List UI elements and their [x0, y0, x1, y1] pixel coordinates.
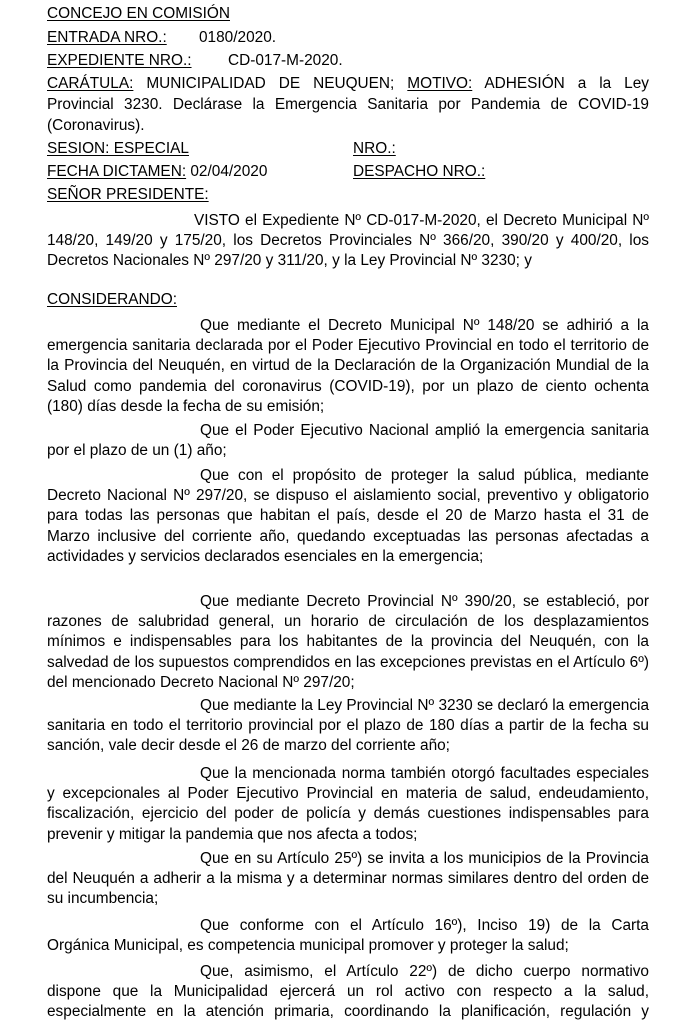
caratula-value: MUNICIPALIDAD DE NEUQUEN;	[146, 75, 395, 92]
considerando-paragraph: Que la mencionada norma también otorgó facultades especiales y excepcionales al Poder Ejecutivo Provincial en materia de salud, endeudamiento, fiscalización, ejercicio del poder de policía y demás cuestiones indispensables para prevenir y mitigar la pandemia que nos afecta a todos;	[47, 765, 649, 843]
entrada-value: 0180/2020.	[199, 29, 277, 46]
considerando-paragraph: Que mediante el Decreto Municipal Nº 148/20 se adhirió a la emergencia sanitaria declarada por el Poder Ejecutivo Provincial en todo el territorio de la Provincia del Neuquén, en virtud de la Declaración de la Organización Mundial de la Salud como pandemia del coronavirus (COVID-19), por un plazo de ciento ochenta (180) días desde la fecha de su emisión;	[47, 317, 649, 415]
considerando-paragraph: Que, asimismo, el Artículo 22º) de dicho cuerpo normativo dispone que la Municipalidad ejercerá un rol activo con respecto a la salud, especialmente en la atención primaria, coordinando la planificación, regulación y	[47, 963, 649, 1021]
considerando-paragraph: Que el Poder Ejecutivo Nacional amplió la emergencia sanitaria por el plazo de un (1) año;	[47, 422, 649, 460]
considerando-paragraph: Que conforme con el Artículo 16º), Inciso 19) de la Carta Orgánica Municipal, es competencia municipal promover y proteger la salud;	[47, 917, 649, 955]
senor-presidente: SEÑOR PRESIDENTE:	[47, 186, 209, 203]
entrada-row	[47, 28, 649, 47]
motivo-line2: Provincial 3230. Declárase la Emergencia Sanitaria por Pandemia de COVID-19	[47, 96, 649, 113]
considerando-heading: CONSIDERANDO:	[47, 291, 177, 308]
visto-paragraph: VISTO el Expediente Nº CD-017-M-2020, el Decreto Municipal Nº 148/20, 149/20 y 175/20, los Decretos Provinciales Nº 366/20, 390/20 y 400/20, los Decretos Nacionales Nº 297/20 y 311/20, y la Ley Provincial Nº 3230; y	[47, 212, 649, 270]
motivo-line3: (Coronavirus).	[47, 117, 145, 134]
caratula-label: CARÁTULA:	[47, 75, 134, 92]
expediente-row	[47, 51, 649, 70]
expediente-value: CD-017-M-2020.	[228, 52, 343, 69]
nro-label: NRO.:	[353, 140, 396, 157]
despacho-label: DESPACHO NRO.:	[353, 163, 486, 180]
considerando-paragraph: Que en su Artículo 25º) se invita a los municipios de la Provincia del Neuquén a adherir a la misma y a determinar normas similares dentro del orden de su incumbencia;	[47, 850, 649, 908]
motivo-label: MOTIVO:	[407, 75, 473, 92]
fecha-label: FECHA DICTAMEN:	[47, 163, 187, 180]
sesion-row	[47, 139, 649, 158]
considerando-paragraph: Que con el propósito de proteger la salud pública, mediante Decreto Nacional Nº 297/20, se dispuso el aislamiento social, preventivo y obligatorio para todas las personas que habitan el país, desde el 20 de Marzo hasta el 31 de Marzo inclusive del corriente año, quedando exceptuadas las personas afectadas a actividades y servicios declarados esenciales en la emergencia;	[47, 467, 649, 565]
sesion-label: SESION: ESPECIAL	[47, 140, 189, 157]
considerando-paragraph: Que mediante Decreto Provincial Nº 390/20, se estableció, por razones de salubridad general, un horario de circulación de los desplazamientos mínimos e indispensables para los habitantes de la provincia del Neuquén, con la salvedad de los supuestos comprendidos en las excepciones previstas en el Artículo 6º) del mencionado Decreto Nacional Nº 297/20;	[47, 593, 649, 691]
caratula-row	[47, 74, 649, 93]
document-title: CONCEJO EN COMISIÓN	[47, 5, 230, 22]
considerando-paragraph: Que mediante la Ley Provincial Nº 3230 se declaró la emergencia sanitaria en todo el territorio provincial por el plazo de 180 días a partir de la fecha su sanción, vale decir desde el 26 de marzo del corriente año;	[47, 697, 649, 755]
fecha-row	[47, 162, 649, 181]
motivo-line1: ADHESIÓN a la Ley	[484, 75, 649, 92]
fecha-value: 02/04/2020	[190, 163, 268, 180]
entrada-label: ENTRADA NRO.:	[47, 29, 167, 46]
expediente-label: EXPEDIENTE NRO.:	[47, 52, 192, 69]
